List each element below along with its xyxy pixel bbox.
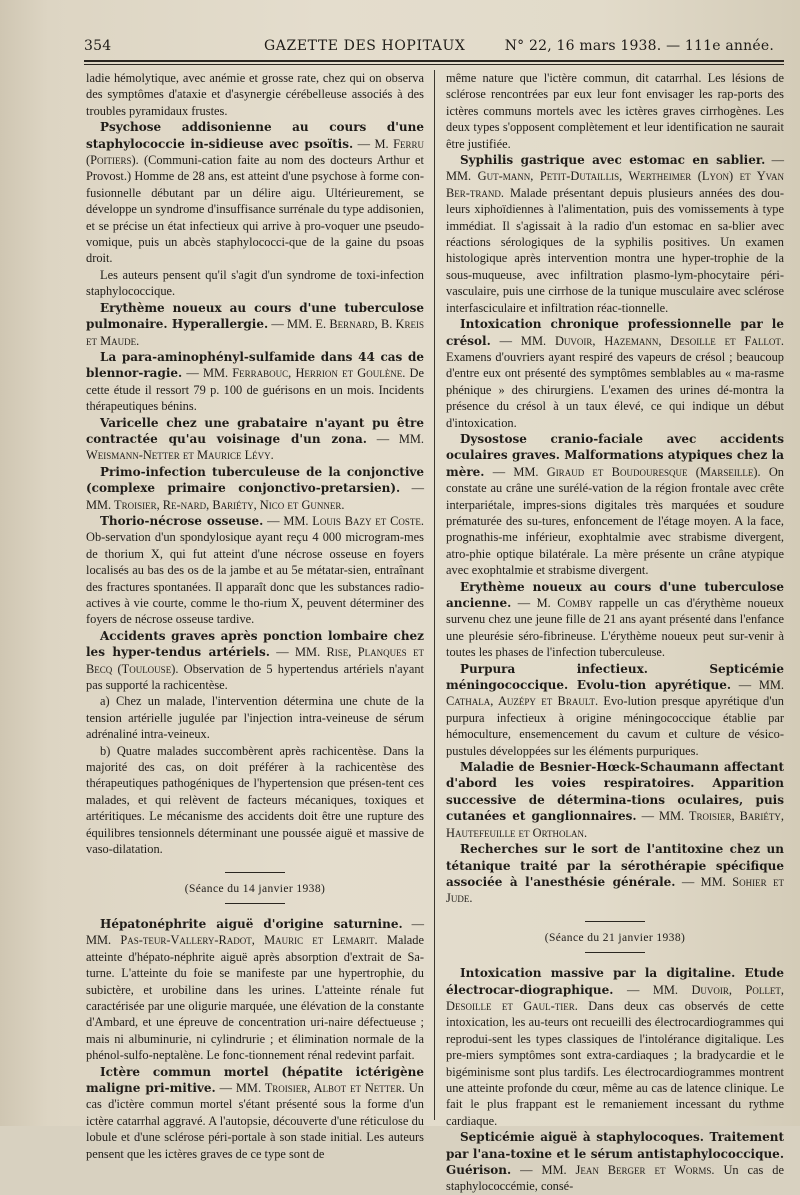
abstract-authors: — MM. Ferrabouc, Herrion et Goulène. [186,366,406,381]
section-separator [225,872,285,873]
abstract-title: Syphilis gastrique avec estomac en sablier. [460,153,766,168]
abstract-authors: — MM. Gut-mann, Petit-Dutaillis, Wertheimer (Lyon) et Yvan Ber-trand. [446,153,784,200]
abstract-paragraph [86,415,424,464]
abstract-authors: — MM. Troisier, Bariéty, Hautefeuille et Ortholan. [446,809,784,840]
abstract-authors: — M. Ferru (Poitiers). [86,136,424,168]
abstract-authors: — M. Comby [517,596,593,610]
page-number: 354 [84,38,112,54]
abstract-paragraph [446,431,784,579]
abstract-title: Septicémie aiguë à staphylocoques. Traitement par l'ana-toxine et le sérum antistaphylococcique. Guérison. [446,1130,784,1177]
abstract-authors: — MM. Troisier, Albot et Netter. [219,1080,405,1095]
abstract-body: Evo-lution presque apyrétique d'un purpura infectieux à origine méningococcique établie par hémoculture, ensemencement du cavum et culture de vésico-pustules développées sur les éléments purpuriques. [446,694,784,758]
abstract-paragraph [446,152,784,316]
abstract-paragraph [446,661,784,759]
abstract-title: Accidents graves après ponction lombaire chez les hyper-tendus artériels. [86,628,424,660]
abstract-body: Un cas d'ictère commun mortel s'étant présenté sous la forme d'un ictère catarrhal aggravé. A l'autopsie, découverte d'une réticulose du lobule et d'une sclérose péri-portale à son stade initial. Les auteurs pensent que les ictères graves de ce type sont de [86,1080,424,1161]
abstract-body: Dans deux cas observés de cette intoxication, les au-teurs ont recueilli des électrocardiogrammes qui reprodui-sent les types classiques de l'intolérance digitalique. Les pre-miers symptômes sont extra-cardiaques ; la bradycardie et le bigéminisme sont plus tardifs. Les électrocardiogrammes montrent une atteinte profonde du cœur, même au cas de latence clinique. Le fait le plus frappant est le remaniement incessant du rythme cardiaque. [446,998,784,1128]
header-rule-thin [84,64,784,65]
abstract-authors: — MM. Jean Berger et Worms. [520,1163,715,1177]
abstract-paragraph [86,916,424,1064]
abstract-paragraph [86,119,424,267]
abstract-title: Thorio-nécrose osseuse. [100,513,264,528]
abstract-body: Observation de 5 hypertendus artériels n'ayant pas supporté la rachicentèse. [86,661,424,693]
abstract-paragraph [86,349,424,415]
header-rule [84,60,784,62]
abstract-title: Intoxication massive par la digitaline. Etude électrocar-diographique. [446,966,784,997]
abstract-body: (Communi-cation faite au nom des docteurs Arthur et Provost.) Homme de 28 ans, est atteint d'une psychose à forme con-fusionnelle débutant par un délire aigu. Ultérieurement, se développe un syndrome d'insuffisance surrénale du type addisonien, et se précise un état infectieux qui arrive à pro-voquer une pseudo-vomique, puis un abcès staphylococci-que de la gaine du psoas droit. [86,153,424,266]
abstract-body: On constate au crâne une surélé-vation de la région frontale avec crête interpariétale, impres-sions digitales très marquées et soudure prématurée des su-tures, enfoncement de l'étage moyen. A la face, prognathis-me inférieur, exophtalmie avec strabisme divergent, atro-phie optique bilatérale. La mère présente un crâne atypique avec exophtalmie et strabisme divergent. [446,464,784,578]
abstract-body: Les auteurs pensent qu'il s'agit d'un syndrome de toxi-infection staphylococcique. [86,267,424,299]
abstract-paragraph [446,841,784,907]
abstract-authors: — MM. Pas-teur-Vallery-Radot, Mauric et Lemarit. [86,916,424,948]
abstract-paragraph [86,300,424,349]
abstract-title: Erythème noueux au cours d'une tuberculose pulmonaire. Hyperallergie. [86,300,424,332]
abstract-title: Ictère commun mortel (hépatite ictérigène maligne pri-mitive. [86,1064,424,1095]
section-separator [585,921,645,922]
abstract-paragraph [86,464,424,513]
page-header [84,38,780,58]
abstract-paragraph [446,759,784,841]
abstract-authors: — MM. Weismann-Netter et Maurice Lévy. [86,431,424,463]
abstract-body: Examens d'ouvriers ayant respiré des vapeurs de crésol ; beaucoup d'entre eux ont présenté des symptômes semblables au « ma-rasme phénique » des chirurgiens. L'examen des urines dé-montra la présence du crésol à un taux élevé, ce qui indique un début d'intoxication. [446,349,784,430]
abstract-title: Hépatonéphrite aiguë d'origine saturnine. [100,916,403,931]
abstract-body: rappelle un cas d'érythème noueux survenu chez une jeune fille de 21 ans ayant présenté dans l'enfance une pleurésie séro-fibrineuse. L'érythème noueux peut sur-venir à toutes les phases de l'infection tuberculeuse. [446,596,784,660]
abstract-authors: — MM. E. Bernard, B. Kreis et Maude. [86,317,425,348]
continued-paragraph: ladie hémolytique, avec anémie et grosse rate, chez qui on observa des symptômes d'ataxie et d'asynergie cérébelleuse associés à des troubles pyramidaux frustes. [86,71,424,118]
abstract-body: Ob-servation d'un spondylosique ayant reçu 4 000 microgram-mes de thorium X, qui fut atteint d'une nécrose osseuse en foyers localisés au bas des os de la jambe et au 5e métatar-sien, entraînant des fractures spontanées. Il apparaît donc que les substances radio-actives à vie courte, comme le tho-rium X, peuvent déterminer des foyers de nécrose osseuse tardive. [86,530,424,627]
abstract-authors: — MM. Giraud et Boudouresque (Marseille). [492,464,761,479]
abstract-title: Purpura infectieux. Septicémie méningococcique. Evolu-tion apyrétique. [446,661,784,693]
column-divider [434,70,435,1120]
abstract-authors: — MM. Troisier, Re-nard, Bariéty, Nico et Gunner. [86,481,424,512]
abstract-paragraph [446,965,784,1129]
abstract-paragraph [86,743,424,858]
continued-paragraph: même nature que l'ictère commun, dit catarrhal. Les lésions de sclérose rencontrées par eux leur font envisager les rap-ports des ictères communs mortels avec les ictères graves cirrhogènes. Les deux types s'opposent complètement et leur identification ne saurait être justifiée. [446,71,784,151]
left-column [86,70,425,1161]
section-separator [225,903,285,904]
section-separator [585,952,645,953]
abstract-title: Dysostose cranio-faciale avec accidents oculaires graves. Malformations atypiques chez la mère. [446,431,784,479]
abstract-title: Varicelle chez une grabataire n'ayant pu être contractée qu'au voisinage d'un zona. [86,415,424,446]
abstract-title: Intoxication chronique professionnelle par le crésol. [446,317,784,348]
session-heading: (Séance du 14 janvier 1938) [184,882,326,895]
session-heading: (Séance du 21 janvier 1938) [544,931,686,944]
abstract-authors: — MM. Rise, Planques et Becq (Toulouse). [86,645,424,676]
abstract-title: La para-aminophényl-sulfamide dans 44 cas de blennor-ragie. [86,349,424,381]
abstract-paragraph [86,1064,424,1162]
abstract-authors: — MM. Duvoir, Hazemann, Desoille et Fallot. [499,333,784,348]
abstract-authors: — MM. Sohier et Jude. [446,874,784,906]
abstract-title: Erythème noueux au cours d'une tuberculose ancienne. [446,579,784,610]
abstract-paragraph [446,316,784,431]
abstract-paragraph [86,628,424,694]
abstract-paragraph [446,579,784,661]
abstract-title: Psychose addisonienne au cours d'une staphylococcie in-sidieuse avec psoïtis. [86,120,424,151]
abstract-paragraph [86,267,424,300]
abstract-authors: — MM. Cathala, Auzépy et Brault. [446,678,784,709]
right-column [446,70,784,1194]
abstract-title: Recherches sur le sort de l'antitoxine chez un tétanique traité par la sérothérapie spécifique associée à l'anesthésie générale. [446,842,784,889]
abstract-body: Un cas de staphylococcémie, consé- [446,1163,784,1194]
abstract-body: Malade atteinte d'hépato-néphrite aiguë après absorption d'extrait de Sa-turne. L'atteinte du foie se manifeste par une hypertrophie, du subictère, et urobiline dans les urines. L'atteinte rénale fut caractérisée par une oligurie marquée, une élévation de la constante d'Ambard, et une épreuve de concentration uri-naire défectueuse ; mais ni albuminurie, ni cylindrurie ; et élimination normale de la phénol-sulfo-neptalène. Le fonc-tionnement rénal redevint parfait. [86,933,424,1063]
abstract-authors: — MM. Duvoir, Pollet, Desoille et Gaul-tier. [446,982,784,1013]
abstract-body: Malade présentant depuis plusieurs années des dou-leurs xiphoïdiennes à l'alimentation, puis des vomissements à type immédiat. Il s'agissait à la radio d'un estomac en sa-blier avec réactions sérologiques de la syphilis positives. Un examen histologique après intervention montra une hyper-trophie de la sous-muqueuse, avec infiltration plasmo-lym-phocytaire péri-vasculaire, puis une cirrhose de la tunique musculaire avec sclérose interfasciculaire et infiltration réac-tionnelle. [446,185,784,315]
issue-info: N° 22, 16 mars 1938. — 111e année. [504,38,774,54]
abstract-title: Maladie de Besnier-Hœck-Schaumann affectant d'abord les voies respiratoires. Apparition successive de détermina-tions oculaires, puis cutanées et ganglionnaires. [446,760,784,824]
abstract-body: De cette étude il ressort 79 p. 100 de guérisons en un mois. Incidents thérapeutiques bénins. [86,366,424,414]
abstract-paragraph [86,693,424,742]
abstract-paragraph [86,513,424,628]
abstract-body: a) Chez un malade, l'intervention détermina une chute de la tension artérielle jugulée par l'injection intra-veineuse de sérum adrénaliné intra-veineux. [86,694,424,742]
abstract-paragraph [446,1129,784,1195]
journal-title: GAZETTE DES HOPITAUX [264,38,466,54]
abstract-body: b) Quatre malades succombèrent après rachicentèse. Dans la majorité des cas, on doit préférer à la rachicentèse des thérapeutiques pathogéniques de l'hypertension que présen-tent ces malades, et qui relèvent de facteurs mécaniques, toxiques et artéritiques. Le mécanisme des accidents doit être une rupture des équilibres tensionnels déterminant une poussée aiguë et massive de vaso-dilatation. [86,743,424,857]
abstract-title: Primo-infection tuberculeuse de la conjonctive (complexe primaire conjonctivo-pretarsien). [86,464,424,496]
abstract-authors: — MM. Louis Bazy et Coste. [267,513,424,528]
